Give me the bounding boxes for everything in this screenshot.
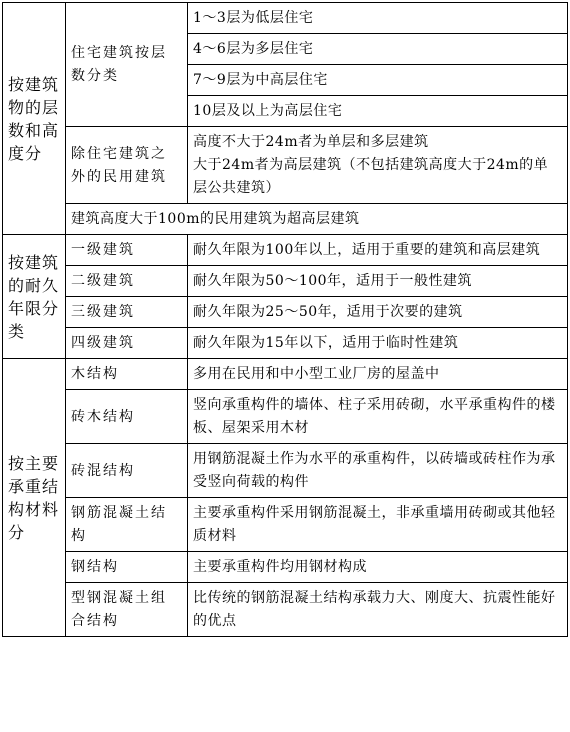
type-cell: 钢结构 (66, 552, 188, 583)
type-cell: 砖混结构 (66, 444, 188, 498)
desc-cell: 耐久年限为100年以上，适用于重要的建筑和高层建筑 (188, 235, 568, 266)
table-row (3, 328, 568, 359)
table-row (3, 390, 568, 444)
desc-cell: 1～3层为低层住宅 (188, 3, 568, 34)
type-cell: 型钢混凝土组合结构 (66, 583, 188, 637)
desc-cell: 7～9层为中高层住宅 (188, 65, 568, 96)
table-row (3, 552, 568, 583)
type-cell: 砖木结构 (66, 390, 188, 444)
table-row (3, 3, 568, 34)
table-row (3, 204, 568, 235)
type-cell: 二级建筑 (66, 266, 188, 297)
desc-cell: 主要承重构件采用钢筋混凝土，非承重墙用砖砌或其他轻质材料 (188, 498, 568, 552)
type-cell: 一级建筑 (66, 235, 188, 266)
desc-cell: 多用在民用和中小型工业厂房的屋盖中 (188, 359, 568, 390)
type-cell: 三级建筑 (66, 297, 188, 328)
desc-cell: 大于24m者为高层建筑（不包括建筑高度大于24m的单层公共建筑） (188, 154, 568, 204)
building-classification-table (2, 2, 568, 637)
desc-cell: 耐久年限为25～50年，适用于次要的建筑 (188, 297, 568, 328)
type-cell: 除住宅建筑之外的民用建筑 (66, 127, 188, 204)
table-row (3, 297, 568, 328)
desc-cell: 比传统的钢筋混凝土结构承载力大、刚度大、抗震性能好的优点 (188, 583, 568, 637)
table-row (3, 444, 568, 498)
table-row (3, 498, 568, 552)
type-cell: 钢筋混凝土结构 (66, 498, 188, 552)
desc-cell: 竖向承重构件的墙体、柱子采用砖砌，水平承重构件的楼板、屋架采用木材 (188, 390, 568, 444)
category-cell: 按建筑物的层数和高度分 (3, 3, 66, 235)
desc-cell: 耐久年限为50～100年，适用于一般性建筑 (188, 266, 568, 297)
type-cell: 木结构 (66, 359, 188, 390)
category-cell: 按建筑的耐久年限分类 (3, 235, 66, 359)
desc-cell: 耐久年限为15年以下，适用于临时性建筑 (188, 328, 568, 359)
category-cell: 按主要承重结构材料分 (3, 359, 66, 637)
type-cell: 住宅建筑按层数分类 (66, 3, 188, 127)
table-row (3, 266, 568, 297)
type-cell: 四级建筑 (66, 328, 188, 359)
table-row (3, 127, 568, 155)
full-row-cell: 建筑高度大于100m的民用建筑为超高层建筑 (66, 204, 568, 235)
desc-cell: 4～6层为多层住宅 (188, 34, 568, 65)
table-row (3, 359, 568, 390)
desc-cell: 10层及以上为高层住宅 (188, 96, 568, 127)
desc-cell: 用钢筋混凝土作为水平的承重构件，以砖墙或砖柱作为承受竖向荷载的构件 (188, 444, 568, 498)
desc-cell: 高度不大于24m者为单层和多层建筑 (188, 127, 568, 155)
table-row (3, 235, 568, 266)
desc-cell: 主要承重构件均用钢材构成 (188, 552, 568, 583)
table-row (3, 583, 568, 637)
